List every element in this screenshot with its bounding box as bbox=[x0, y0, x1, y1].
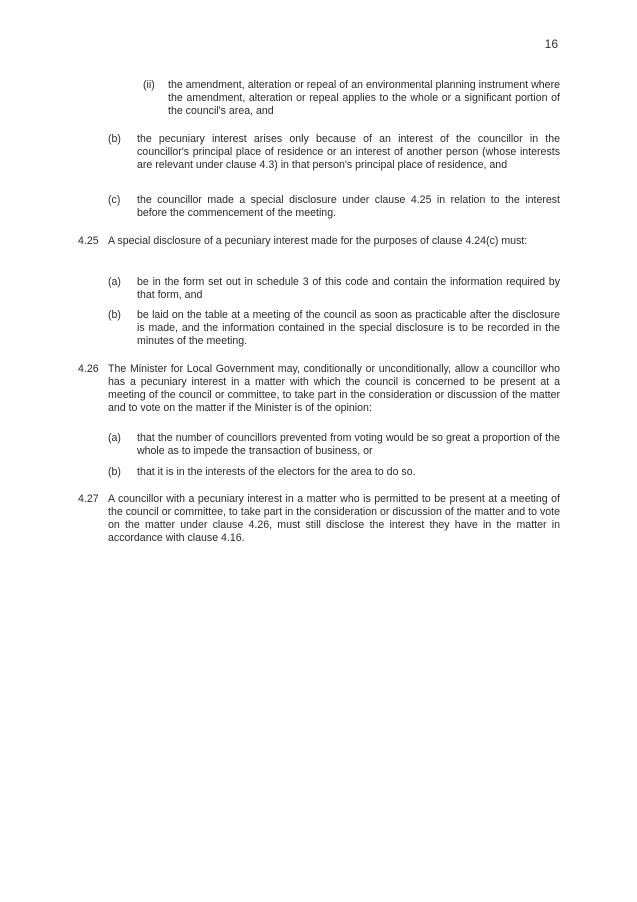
item-c-text: the councillor made a special disclosure under clause 4.25 in relation to the interest before the commencement of the meeting. bbox=[137, 194, 560, 220]
item-b-label: (b) bbox=[108, 133, 121, 145]
subitem-ii-label: (ii) bbox=[143, 79, 155, 91]
clause-4-26-b-text: that it is in the interests of the electors for the area to do so. bbox=[137, 466, 416, 478]
clause-4-26-a-text: that the number of councillors prevented from voting would be so great a proportion of the whole as to impede the transaction of business, or bbox=[137, 432, 560, 458]
clause-4-25-a-text: be in the form set out in schedule 3 of this code and contain the information required by that form, and bbox=[137, 276, 560, 302]
clause-4-25-b-label: (b) bbox=[108, 309, 121, 321]
clause-4-25-number: 4.25 bbox=[78, 235, 99, 247]
subitem-ii-text: the amendment, alteration or repeal of an environmental planning instrument where the amendment, alteration or repeal applies to the whole or a significant portion of the council's area, and bbox=[168, 79, 560, 118]
clause-4-25-b-text: be laid on the table at a meeting of the council as soon as practicable after the disclosure is made, and the information contained in the special disclosure is to be recorded in the minutes of the meeting. bbox=[137, 309, 560, 348]
page-number: 16 bbox=[544, 37, 558, 51]
clause-4-25-text: A special disclosure of a pecuniary interest made for the purposes of clause 4.24(c) must: bbox=[108, 235, 528, 247]
clause-4-26-a-label: (a) bbox=[108, 432, 121, 444]
item-b-text: the pecuniary interest arises only because of an interest of the councillor in the councillor's principal place of residence or an interest of another person (whose interests are relevant under clause 4.3) in that person's principal place of residence, and bbox=[137, 133, 560, 172]
clause-4-27-text: A councillor with a pecuniary interest in a matter who is permitted to be present at a meeting of the council or committee, to take part in the consideration or discussion of the matter and to vote on the matter under clause 4.26, must still disclose the interest they have in the matter in accordance with clause 4.16. bbox=[108, 493, 560, 545]
clause-4-27-number: 4.27 bbox=[78, 493, 99, 505]
clause-4-26-number: 4.26 bbox=[78, 363, 99, 375]
clause-4-26-b-label: (b) bbox=[108, 466, 121, 478]
clause-4-25-a-label: (a) bbox=[108, 276, 121, 288]
item-c-label: (c) bbox=[108, 194, 121, 206]
clause-4-26-text: The Minister for Local Government may, conditionally or unconditionally, allow a councillor who has a pecuniary interest in a matter with which the council is concerned to be present at a meeting of the council or committee, to take part in the consideration or discussion of the matter and to vote on the matter if the Minister is of the opinion: bbox=[108, 363, 560, 415]
